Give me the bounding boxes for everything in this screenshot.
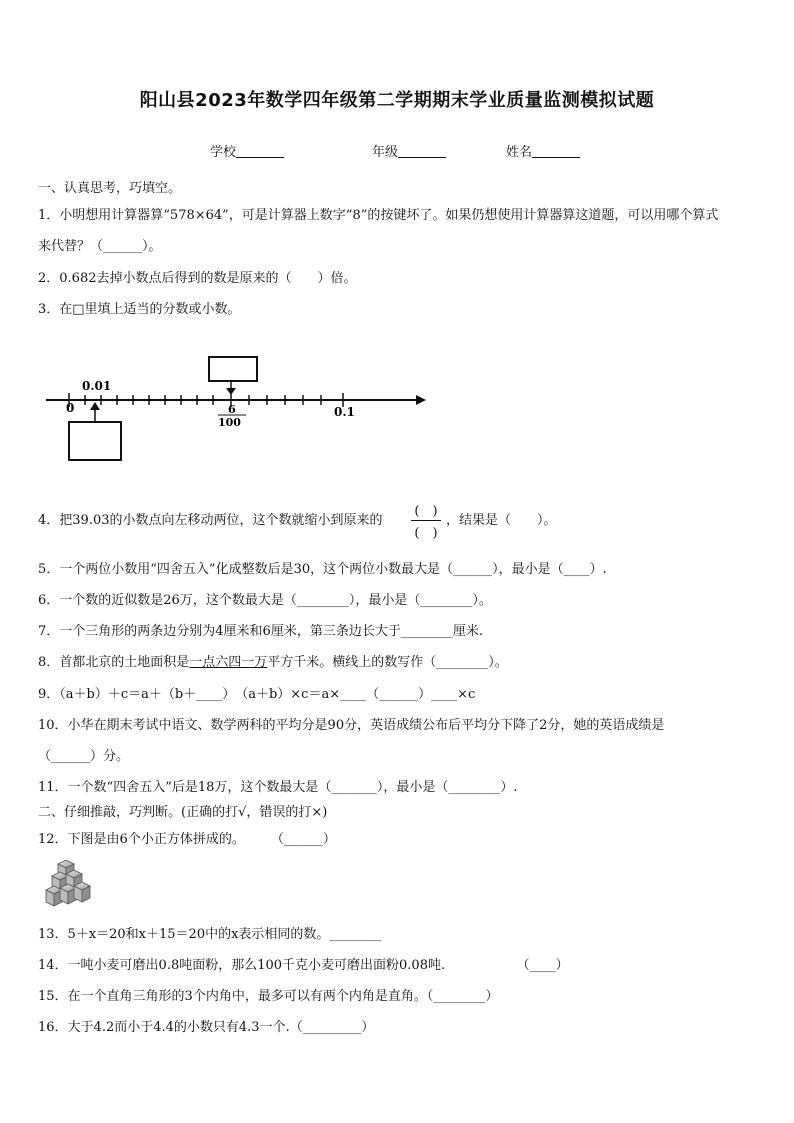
label-0-1: 0.1 [334,405,355,419]
question-8-suffix: 平方千米。横线上的数写作（________）。 [267,655,508,670]
number-line-arrowhead [416,395,426,405]
cube-stack-figure [44,860,96,912]
number-line-figure [40,350,430,465]
question-9: 9．（a＋b）＋c＝a＋（b＋____） （a＋b）×c＝a×____（______）____×c [38,687,476,702]
section-2-heading: 二、仔细推敲，巧判断。(正确的打√，错误的打×) [38,805,328,820]
fraction-denominator: ( ) [414,526,438,541]
name-label: 姓名 [506,145,533,160]
question-4-prefix: 4．把39.03的小数点向左移动两位，这个数就缩小到原来的 [38,513,383,528]
label-zero: 0 [66,401,75,415]
question-8 [38,654,508,672]
question-10-line-2: （______）分。 [38,749,130,764]
question-4-suffix: ，结果是（ ）。 [446,513,557,528]
question-11: 11．一个数“四舍五入”后是18万，这个数最大是（_______），最小是（________）. [38,780,518,795]
label-6-denominator: 100 [218,416,241,429]
label-6-numerator: 6 [228,403,236,416]
question-1-line-1: 1．小明想用计算器算“578×64”，可是计算器上数字“8”的按键坏了。如果仍想使用计算器算这道题，可以用哪个算式 [38,208,719,223]
arrow-down-head [226,388,236,395]
grade-blank [398,145,446,158]
arrow-up-head [90,402,100,410]
fraction-numerator: ( ) [414,504,438,519]
question-5: 5．一个两位小数用“四舍五入”化成整数后是30，这个两位小数最大是（______），最小是（____）. [38,562,607,577]
school-blank [236,145,284,158]
question-1-line-2: 来代替？（______）。 [38,239,162,254]
name-blank [532,145,580,158]
question-12: 12．下图是由6个小正方体拼成的。 （______） [38,832,336,847]
answer-box-top [209,357,257,381]
question-4-fraction [409,500,443,542]
question-14: 14．一吨小麦可磨出0.8吨面粉，那么100千克小麦可磨出面粉0.08吨. （____） [38,958,569,973]
label-0-01: 0.01 [82,379,112,393]
name-field [506,141,580,160]
school-label: 学校 [210,145,237,160]
question-8-prefix: 8．首都北京的土地面积是 [38,655,190,670]
grade-field [372,141,446,160]
question-2: 2．0.682去掉小数点后得到的数是原来的（ ）倍。 [38,271,357,286]
answer-box-bottom [69,422,121,460]
fraction-bar [411,520,441,521]
page-title: 阳山县2023年数学四年级第二学期期末学业质量监测模拟试题 [139,90,655,111]
school-field [210,141,284,160]
question-16: 16．大于4.2而小于4.4的小数只有4.3一个.（_________） [38,1020,375,1035]
question-7: 7．一个三角形的两条边分别为4厘米和6厘米，第三条边长大于________厘米. [38,624,483,639]
question-15: 15．在一个直角三角形的3个内角中，最多可以有两个内角是直角。（________） [38,989,499,1004]
question-13: 13．5＋x＝20和x＋15＝20中的x表示相同的数。________ [38,927,382,942]
question-8-underlined: 一点六四一万 [189,655,268,670]
question-6: 6．一个数的近似数是26万，这个数最大是（________），最小是（________）。 [38,593,492,608]
grade-label: 年级 [372,145,399,160]
question-10-line-1: 10．小华在期末考试中语文、数学两科的平均分是90分，英语成绩公布后平均分下降了2分，她的英语成绩是 [38,718,665,733]
section-1-heading: 一、认真思考，巧填空。 [38,181,182,196]
question-3: 3．在□里填上适当的分数或小数。 [38,302,241,317]
